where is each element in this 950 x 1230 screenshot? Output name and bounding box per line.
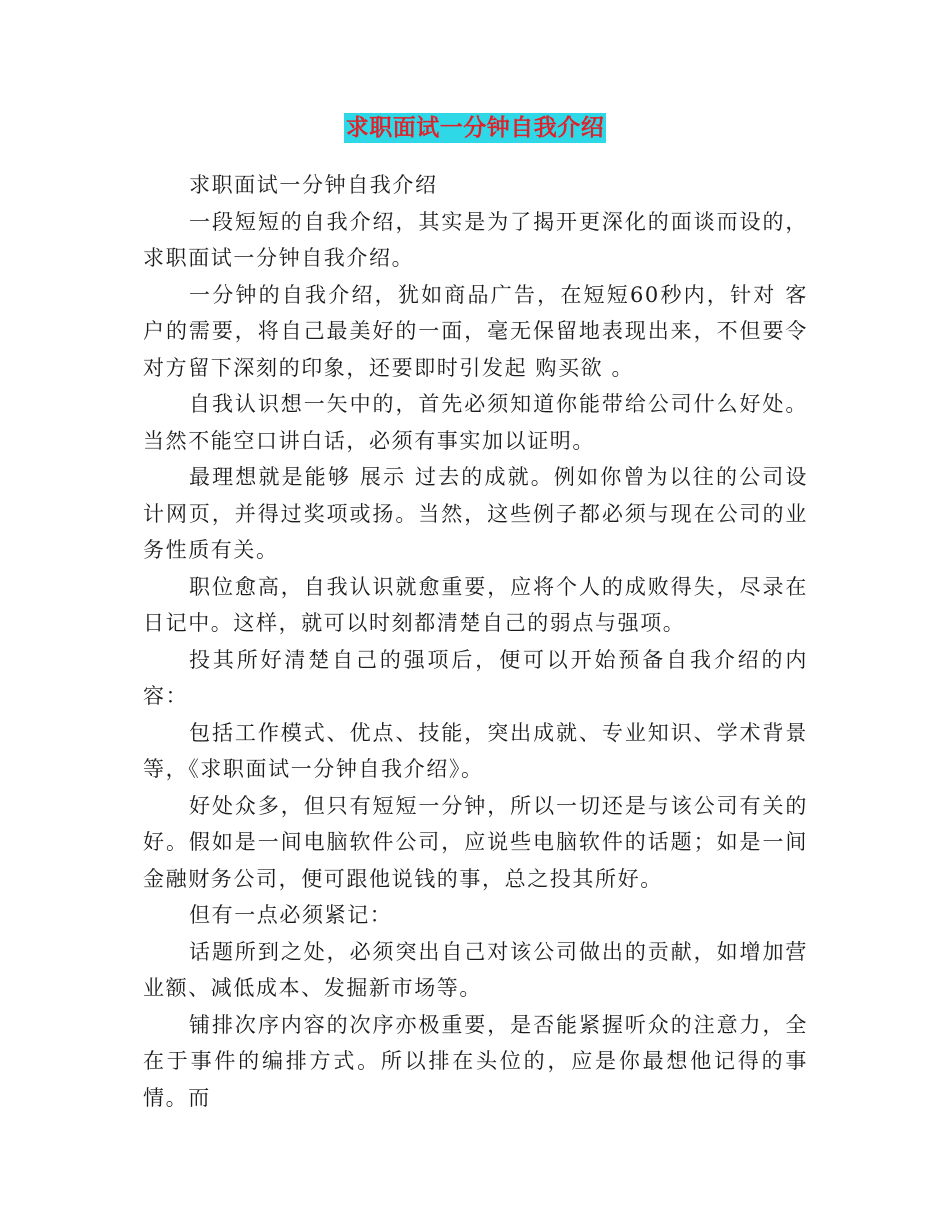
paragraph: 话题所到之处，必须突出自己对该公司做出的贡献，如增加营业额、减低成本、发掘新市场等。 (143, 939, 808, 1000)
paragraph: 自我认识想一矢中的，首先必须知道你能带给公司什么好处。当然不能空口讲白话，必须有事实加以证明。 (143, 392, 808, 453)
title-container (0, 113, 950, 143)
paragraph: 但有一点必须紧记： (189, 903, 393, 927)
paragraph: 求职面试一分钟自我介绍 (189, 173, 438, 197)
document-body (143, 167, 808, 1116)
document-title: 求职面试一分钟自我介绍 (345, 115, 605, 141)
paragraph: 一分钟的自我介绍，犹如商品广告，在短短60秒内，针对 客户的需要，将自己最美好的一面，毫无保留地表现出来，不但要令对方留下深刻的印象，还要即时引发起 购买欲 。 (143, 282, 808, 380)
paragraph: 包括工作模式、优点、技能，突出成就、专业知识、学术背景等，《求职面试一分钟自我介绍》。 (143, 720, 808, 781)
paragraph: 职位愈高，自我认识就愈重要，应将个人的成败得失，尽录在日记中。这样，就可以时刻都清楚自己的弱点与强项。 (143, 574, 808, 635)
paragraph: 一段短短的自我介绍，其实是为了揭开更深化的面谈而设的，求职面试一分钟自我介绍。 (143, 209, 808, 270)
paragraph: 铺排次序内容的次序亦极重要，是否能紧握听众的注意力，全在于事件的编排方式。所以排在头位的，应是你最想他记得的事情。而 (143, 1012, 808, 1110)
paragraph: 好处众多，但只有短短一分钟，所以一切还是与该公司有关的好。假如是一间电脑软件公司，应说些电脑软件的话题；如是一间金融财务公司，便可跟他说钱的事，总之投其所好。 (143, 793, 808, 891)
paragraph: 投其所好清楚自己的强项后，便可以开始预备自我介绍的内容： (143, 647, 808, 708)
paragraph: 最理想就是能够 展示 过去的成就。例如你曾为以往的公司设计网页，并得过奖项或扬。当然，这些例子都必须与现在公司的业务性质有关。 (143, 465, 808, 562)
